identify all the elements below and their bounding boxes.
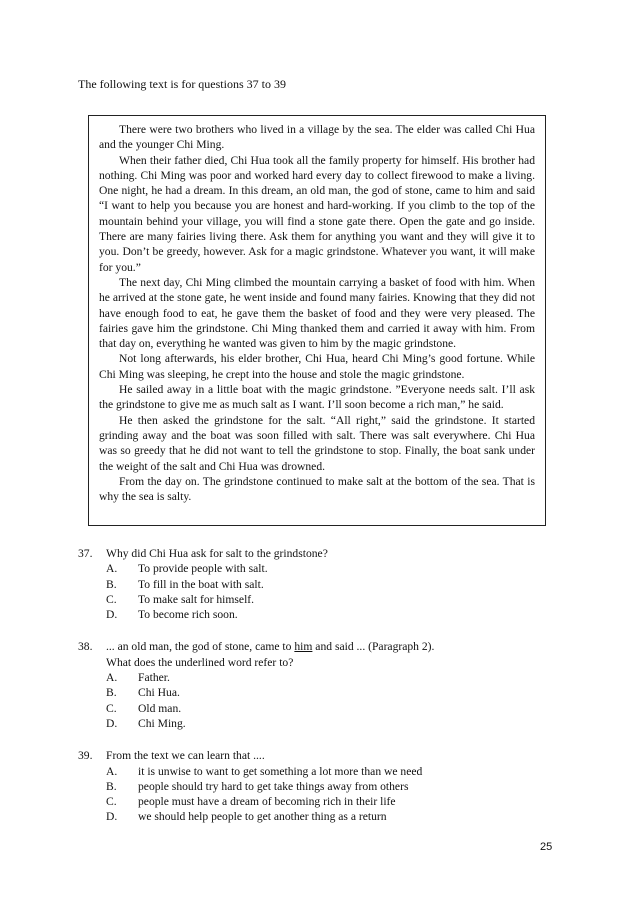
option-label: D. — [106, 716, 118, 730]
option-label: C. — [106, 701, 117, 715]
passage-intro: The following text is for questions 37 to 39 — [78, 77, 286, 91]
option-text: To provide people with salt. — [138, 562, 268, 576]
answer-option-a — [106, 764, 558, 779]
option-text: To become rich soon. — [138, 608, 238, 622]
passage-paragraph-3: The next day, Chi Ming climbed the mountain carrying a basket of food with him. When he arrived at the stone gate, he went inside and found many fairies. Knowing that they did not have enough food to eat, he gave them the basket of food and they were very pleased. The fairies gave him the grindstone. Chi Ming thanked them and carried it away with him. From that day on, everything he wanted was given to him by the magic grindstone. — [99, 275, 535, 351]
question-stem-text: ... an old man, the god of stone, came to — [106, 640, 295, 654]
question-number: 38. — [78, 640, 93, 654]
question-38 — [78, 639, 558, 731]
answer-option-a — [106, 561, 558, 576]
option-label: D. — [106, 810, 118, 824]
option-text: people must have a dream of becoming rich in their life — [138, 795, 396, 809]
underlined-word: him — [294, 640, 313, 654]
option-label: A. — [106, 562, 118, 576]
option-label: B. — [106, 686, 117, 700]
option-label: C. — [106, 795, 117, 809]
question-37 — [78, 546, 558, 622]
option-text: Chi Ming. — [138, 716, 186, 730]
passage-paragraph-6: He then asked the grindstone for the salt. “All right,” said the grindstone. It started grinding away and the boat was soon filled with salt. There was salt everywhere. Chi Hua was so greedy that he did not want to tell the grindstone to stop. Finally, the boat sank under the weight of the salt and Chi Hua was drowned. — [99, 413, 535, 473]
option-text: To make salt for himself. — [138, 592, 255, 606]
answer-option-c — [106, 701, 558, 716]
option-text: it is unwise to want to get something a lot more than we need — [138, 764, 423, 778]
option-label: A. — [106, 671, 118, 685]
answer-option-d — [106, 809, 558, 824]
answer-option-c — [106, 794, 558, 809]
answer-option-d — [106, 607, 558, 622]
passage-paragraph-1: There were two brothers who lived in a village by the sea. The elder was called Chi Hua and the younger Chi Ming. — [99, 123, 535, 152]
option-text: people should try hard to get take things away from others — [138, 779, 409, 793]
answer-option-c — [106, 592, 558, 607]
passage-box — [88, 115, 546, 526]
question-number: 37. — [78, 547, 93, 560]
option-text: Old man. — [138, 701, 182, 715]
passage-paragraph-2: When their father died, Chi Hua took all the family property for himself. His brother had nothing. Chi Ming was poor and worked hard every day to collect firewood to make a living. One night, he had a dream. In this dream, an old man, the god of stone, came to him and said “I want to help you because you are honest and hard-working. If you climb to the top of the mountain behind your village, you will find a stone gate there. Open the gate and go inside. There are many fairies living there. Ask them for anything you want and they will give it to you. Don’t be greedy, however. Ask for a magic grindstone. Whatever you want, it will make for you.” — [99, 153, 535, 274]
answer-options — [78, 670, 558, 731]
question-39 — [78, 748, 558, 824]
passage-paragraph-5: He sailed away in a little boat with the magic grindstone. ”Everyone needs salt. I’ll ask the grindstone to give me as much salt as I want. I’ll soon become a rich man,” he said. — [99, 383, 535, 412]
page-number: 25 — [540, 841, 553, 853]
answer-options — [78, 764, 558, 825]
option-label: C. — [106, 592, 117, 606]
option-text: To fill in the boat with salt. — [138, 577, 264, 591]
option-label: B. — [106, 779, 117, 793]
question-stem-text: Why did Chi Hua ask for salt to the grindstone? — [106, 547, 328, 560]
question-stem — [106, 639, 558, 654]
option-text: Chi Hua. — [138, 686, 180, 700]
question-stem — [106, 748, 558, 763]
passage-paragraph-7: From the day on. The grindstone continued to make salt at the bottom of the sea. That is why the sea is salty. — [99, 474, 535, 504]
option-text: Father. — [138, 671, 170, 685]
question-stem-text-after: and said ... (Paragraph 2). — [312, 640, 435, 654]
answer-option-a — [106, 670, 558, 685]
answer-option-d — [106, 716, 558, 731]
answer-option-b — [106, 577, 558, 592]
question-stem-text: From the text we can learn that .... — [106, 749, 265, 763]
question-stem — [106, 546, 558, 561]
answer-option-b — [106, 779, 558, 794]
question-list — [78, 546, 558, 842]
option-label: D. — [106, 608, 118, 622]
question-subtext: What does the underlined word refer to? — [106, 655, 294, 669]
answer-options — [78, 561, 558, 622]
option-label: A. — [106, 764, 118, 778]
passage-text — [99, 122, 535, 504]
question-number: 39. — [78, 749, 93, 763]
option-label: B. — [106, 577, 117, 591]
option-text: we should help people to get another thing as a return — [138, 810, 387, 824]
passage-paragraph-4: Not long afterwards, his elder brother, Chi Hua, heard Chi Ming’s good fortune. While Chi Ming was sleeping, he crept into the house and stole the magic grindstone. — [99, 352, 535, 381]
answer-option-b — [106, 685, 558, 700]
